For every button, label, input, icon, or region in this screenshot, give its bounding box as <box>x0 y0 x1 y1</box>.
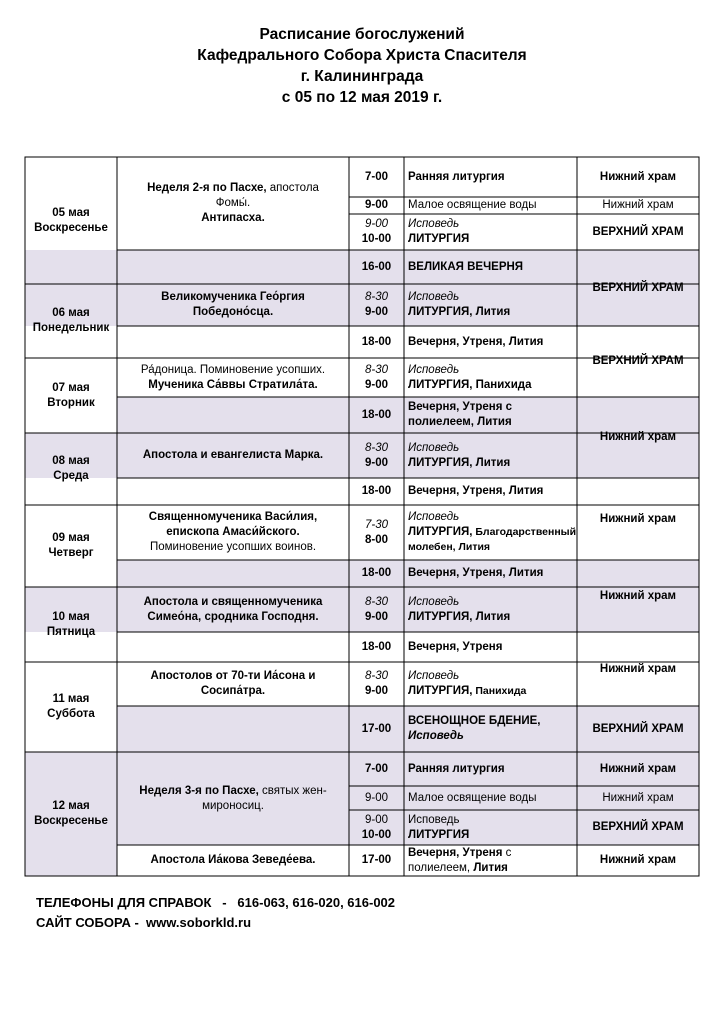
feast-text: Великомученика Гео́ргия <box>161 291 305 303</box>
feast-text: Сосипа́тра. <box>200 685 266 697</box>
service-text: Малое освящение воды <box>408 791 537 804</box>
place-cell <box>577 786 699 810</box>
day-cell <box>25 284 117 358</box>
service-text: Вечерня, Утреня с <box>408 401 513 413</box>
service-cell <box>404 505 577 560</box>
title-line: Расписание богослужений <box>259 26 465 43</box>
place-cell <box>577 250 699 326</box>
place-cell <box>577 706 699 752</box>
service-cell <box>404 358 577 397</box>
day-date: 11 мая <box>52 693 90 705</box>
place-cell <box>577 845 699 876</box>
phones-line: ТЕЛЕФОНЫ ДЛЯ СПРАВОК - 616-063, 616-020, 616-002 <box>36 895 396 910</box>
time-cell <box>349 157 404 197</box>
service-text: ЛИТУРГИЯ, Лития <box>408 456 511 469</box>
service-cell <box>404 284 577 326</box>
feast-text: святых жен- <box>258 784 327 797</box>
day-weekday: Суббота <box>47 708 95 720</box>
day-date: 12 мая <box>52 800 90 812</box>
feast-cell <box>117 752 349 845</box>
time-text: 7-00 <box>364 170 389 183</box>
time-cell <box>349 560 404 587</box>
site-line: САЙТ СОБОРА - www.soborkld.ru <box>36 915 252 930</box>
time-text: 18-00 <box>361 408 392 421</box>
place-text: ВЕРХНИЙ ХРАМ <box>592 821 684 833</box>
service-text: ВЕЛИКАЯ ВЕЧЕРНЯ <box>408 260 524 273</box>
place-cell <box>577 810 699 845</box>
service-text: с <box>502 846 512 859</box>
feast-text: Неделя 2-я по Пасхе, <box>147 182 267 194</box>
service-cell <box>404 632 577 662</box>
service-text: Исповедь <box>408 218 460 230</box>
service-text: Исповедь <box>408 441 460 454</box>
place-text: ВЕРХНИЙ ХРАМ <box>592 355 684 367</box>
service-text: Исповедь <box>408 511 460 523</box>
service-text: молебен, Лития <box>408 541 491 553</box>
time-text: 18-00 <box>361 335 392 348</box>
day-cell <box>25 157 117 284</box>
day-cell <box>25 433 117 505</box>
place-cell <box>577 560 699 632</box>
day-weekday: Среда <box>53 470 89 482</box>
place-text: Нижний храм <box>599 662 677 675</box>
service-text: ЛИТУРГИЯ, Лития <box>408 306 511 318</box>
time-text: 9-00 <box>364 685 389 697</box>
day-cell <box>25 662 117 752</box>
time-text: 9-00 <box>364 791 389 804</box>
place-text: Нижний храм <box>602 199 674 211</box>
service-text: Малое освящение воды <box>408 199 537 211</box>
time-cell <box>349 478 404 505</box>
place-text: Нижний храм <box>599 589 677 602</box>
feast-text: Ра́доница. Поминовение усопших. <box>140 363 326 376</box>
time-text: 8-00 <box>364 533 389 546</box>
service-text: Исповедь <box>408 813 460 826</box>
service-text: Исповедь <box>408 595 460 608</box>
time-cell <box>349 587 404 632</box>
service-text: ЛИТУРГИЯ, Панихида <box>408 378 532 391</box>
service-text: Ранняя литургия <box>408 170 505 183</box>
time-cell <box>349 250 404 284</box>
feast-text: Антипасха. <box>201 212 265 224</box>
service-text: Вечерня, Утреня, Лития <box>408 567 544 579</box>
service-text: Вечерня, Утреня <box>408 640 503 653</box>
time-cell <box>349 358 404 397</box>
service-cell <box>404 706 577 752</box>
time-text: 8-30 <box>364 441 389 454</box>
day-weekday: Воскресенье <box>34 221 108 234</box>
place-text: Нижний храм <box>599 512 677 525</box>
service-cell <box>404 810 577 845</box>
day-date: 07 мая <box>52 381 90 394</box>
feast-text: Апостола и евангелиста Марка. <box>142 449 324 461</box>
service-cell <box>404 197 577 214</box>
time-cell <box>349 845 404 876</box>
service-text: Благодарственный <box>472 526 577 538</box>
service-text: Вечерня, Утреня, Лития <box>408 335 544 348</box>
service-text: ВСЕНОЩНОЕ БДЕНИЕ, <box>408 715 541 727</box>
day-weekday: Четверг <box>48 547 94 559</box>
feast-text: Фомы́. <box>215 197 251 209</box>
time-text: 7-30 <box>364 518 389 531</box>
service-cell <box>404 214 577 250</box>
feast-text: Победоно́сца. <box>192 306 274 318</box>
service-cell <box>404 326 577 358</box>
service-text: ЛИТУРГИЯ, Лития <box>408 610 511 623</box>
place-cell <box>577 478 699 560</box>
time-cell <box>349 284 404 326</box>
time-text: 17-00 <box>361 854 392 866</box>
service-text: Исповедь <box>408 363 460 376</box>
place-cell <box>577 326 699 397</box>
place-cell <box>577 197 699 214</box>
feast-cell <box>117 157 349 250</box>
place-text: Нижний храм <box>599 431 677 443</box>
time-text: 8-30 <box>364 291 389 303</box>
time-text: 18-00 <box>361 640 392 653</box>
feast-text: апостола <box>266 182 319 194</box>
time-cell <box>349 632 404 662</box>
place-cell <box>577 214 699 250</box>
service-text: Лития <box>470 861 508 874</box>
service-cell <box>404 662 577 706</box>
time-text: 9-00 <box>364 456 389 469</box>
time-cell <box>349 397 404 433</box>
place-text: ВЕРХНИЙ ХРАМ <box>592 225 684 238</box>
time-cell <box>349 786 404 810</box>
time-cell <box>349 810 404 845</box>
service-text: полиелеем, Лития <box>408 416 512 428</box>
time-text: 8-30 <box>364 595 389 608</box>
service-text: Вечерня, Утреня <box>408 846 503 859</box>
service-cell <box>404 157 577 197</box>
feast-cell <box>117 662 349 706</box>
service-text: Исповедь <box>408 670 460 682</box>
place-text: Нижний храм <box>599 170 677 183</box>
feast-text: мироносиц. <box>202 799 264 812</box>
service-cell <box>404 250 577 284</box>
time-text: 18-00 <box>361 485 392 497</box>
time-cell <box>349 706 404 752</box>
day-cell <box>25 587 117 662</box>
time-text: 9-00 <box>364 378 389 391</box>
place-text: ВЕРХНИЙ ХРАМ <box>592 722 684 735</box>
day-weekday: Воскресенье <box>34 815 108 827</box>
day-date: 06 мая <box>52 307 90 319</box>
title-line: г. Калининграда <box>300 68 424 85</box>
time-cell <box>349 326 404 358</box>
time-text: 10-00 <box>361 233 392 245</box>
service-cell <box>404 560 577 587</box>
feast-text: Симео́на, сродника Господня. <box>147 610 319 623</box>
service-text: Исповедь <box>408 291 460 303</box>
time-cell <box>349 752 404 786</box>
service-text: Исповедь <box>408 730 464 742</box>
feast-cell <box>117 505 349 560</box>
feast-text: Священномученика Васи́лия, <box>148 511 318 523</box>
time-cell <box>349 505 404 560</box>
feast-text: Апостола Иа́кова Зеведе́ева. <box>150 854 316 866</box>
time-cell <box>349 197 404 214</box>
feast-text: Апостола и священномученика <box>143 595 323 608</box>
place-text: Нижний храм <box>599 854 677 866</box>
time-text: 9-00 <box>364 813 389 826</box>
service-cell <box>404 752 577 786</box>
feast-text: Неделя 3-я по Пасхе, <box>139 784 259 797</box>
day-date: 08 мая <box>52 455 90 467</box>
time-text: 18-00 <box>361 567 392 579</box>
time-text: 9-00 <box>364 306 389 318</box>
service-cell <box>404 478 577 505</box>
day-date: 05 мая <box>52 206 90 219</box>
day-date: 09 мая <box>52 532 90 544</box>
service-text: ЛИТУРГИЯ <box>408 828 470 841</box>
service-cell <box>404 433 577 478</box>
feast-text: Мученика Са́ввы Стратила́та. <box>148 378 318 391</box>
time-text: 9-00 <box>364 610 389 623</box>
feast-cell <box>117 845 349 876</box>
place-text: Нижний храм <box>602 791 674 804</box>
place-cell <box>577 157 699 197</box>
service-text: ЛИТУРГИЯ <box>408 233 470 245</box>
day-date: 10 мая <box>52 610 90 623</box>
time-text: 9-00 <box>364 199 389 211</box>
place-cell <box>577 752 699 786</box>
time-cell <box>349 214 404 250</box>
service-cell <box>404 397 577 433</box>
feast-text: Поминовение усопших воинов. <box>149 541 317 553</box>
place-cell <box>577 397 699 478</box>
feast-text: епископа Амаси́йского. <box>166 526 300 538</box>
day-weekday: Вторник <box>47 396 95 409</box>
time-cell <box>349 433 404 478</box>
feast-cell <box>117 358 349 397</box>
service-cell <box>404 845 577 876</box>
place-text: ВЕРХНИЙ ХРАМ <box>592 281 684 294</box>
time-text: 17-00 <box>361 722 392 735</box>
feast-cell <box>117 433 349 478</box>
day-weekday: Пятница <box>46 625 96 638</box>
day-cell <box>25 505 117 587</box>
day-weekday: Понедельник <box>32 322 110 334</box>
service-text: полиелеем, <box>408 861 471 874</box>
place-text: Нижний храм <box>599 762 677 775</box>
feast-text: Апостолов от 70-ти Иа́сона и <box>150 670 316 682</box>
title-line: с 05 по 12 мая 2019 г. <box>281 89 443 106</box>
day-cell <box>25 752 117 876</box>
time-text: 7-00 <box>364 762 389 775</box>
service-text: Панихида <box>472 685 527 697</box>
time-text: 10-00 <box>361 828 392 841</box>
time-text: 16-00 <box>361 260 392 273</box>
service-cell <box>404 587 577 632</box>
time-text: 8-30 <box>364 363 389 376</box>
service-text: ЛИТУРГИЯ, <box>408 685 473 697</box>
service-text: Вечерня, Утреня, Лития <box>408 485 544 497</box>
service-cell <box>404 786 577 810</box>
place-cell <box>577 632 699 706</box>
service-text: ЛИТУРГИЯ, <box>408 526 473 538</box>
feast-cell <box>117 587 349 632</box>
service-text: Ранняя литургия <box>408 762 505 775</box>
time-text: 9-00 <box>364 218 389 230</box>
time-cell <box>349 662 404 706</box>
feast-cell <box>117 284 349 326</box>
day-cell <box>25 358 117 433</box>
title-line: Кафедрального Собора Христа Спасителя <box>197 47 527 64</box>
time-text: 8-30 <box>364 670 389 682</box>
